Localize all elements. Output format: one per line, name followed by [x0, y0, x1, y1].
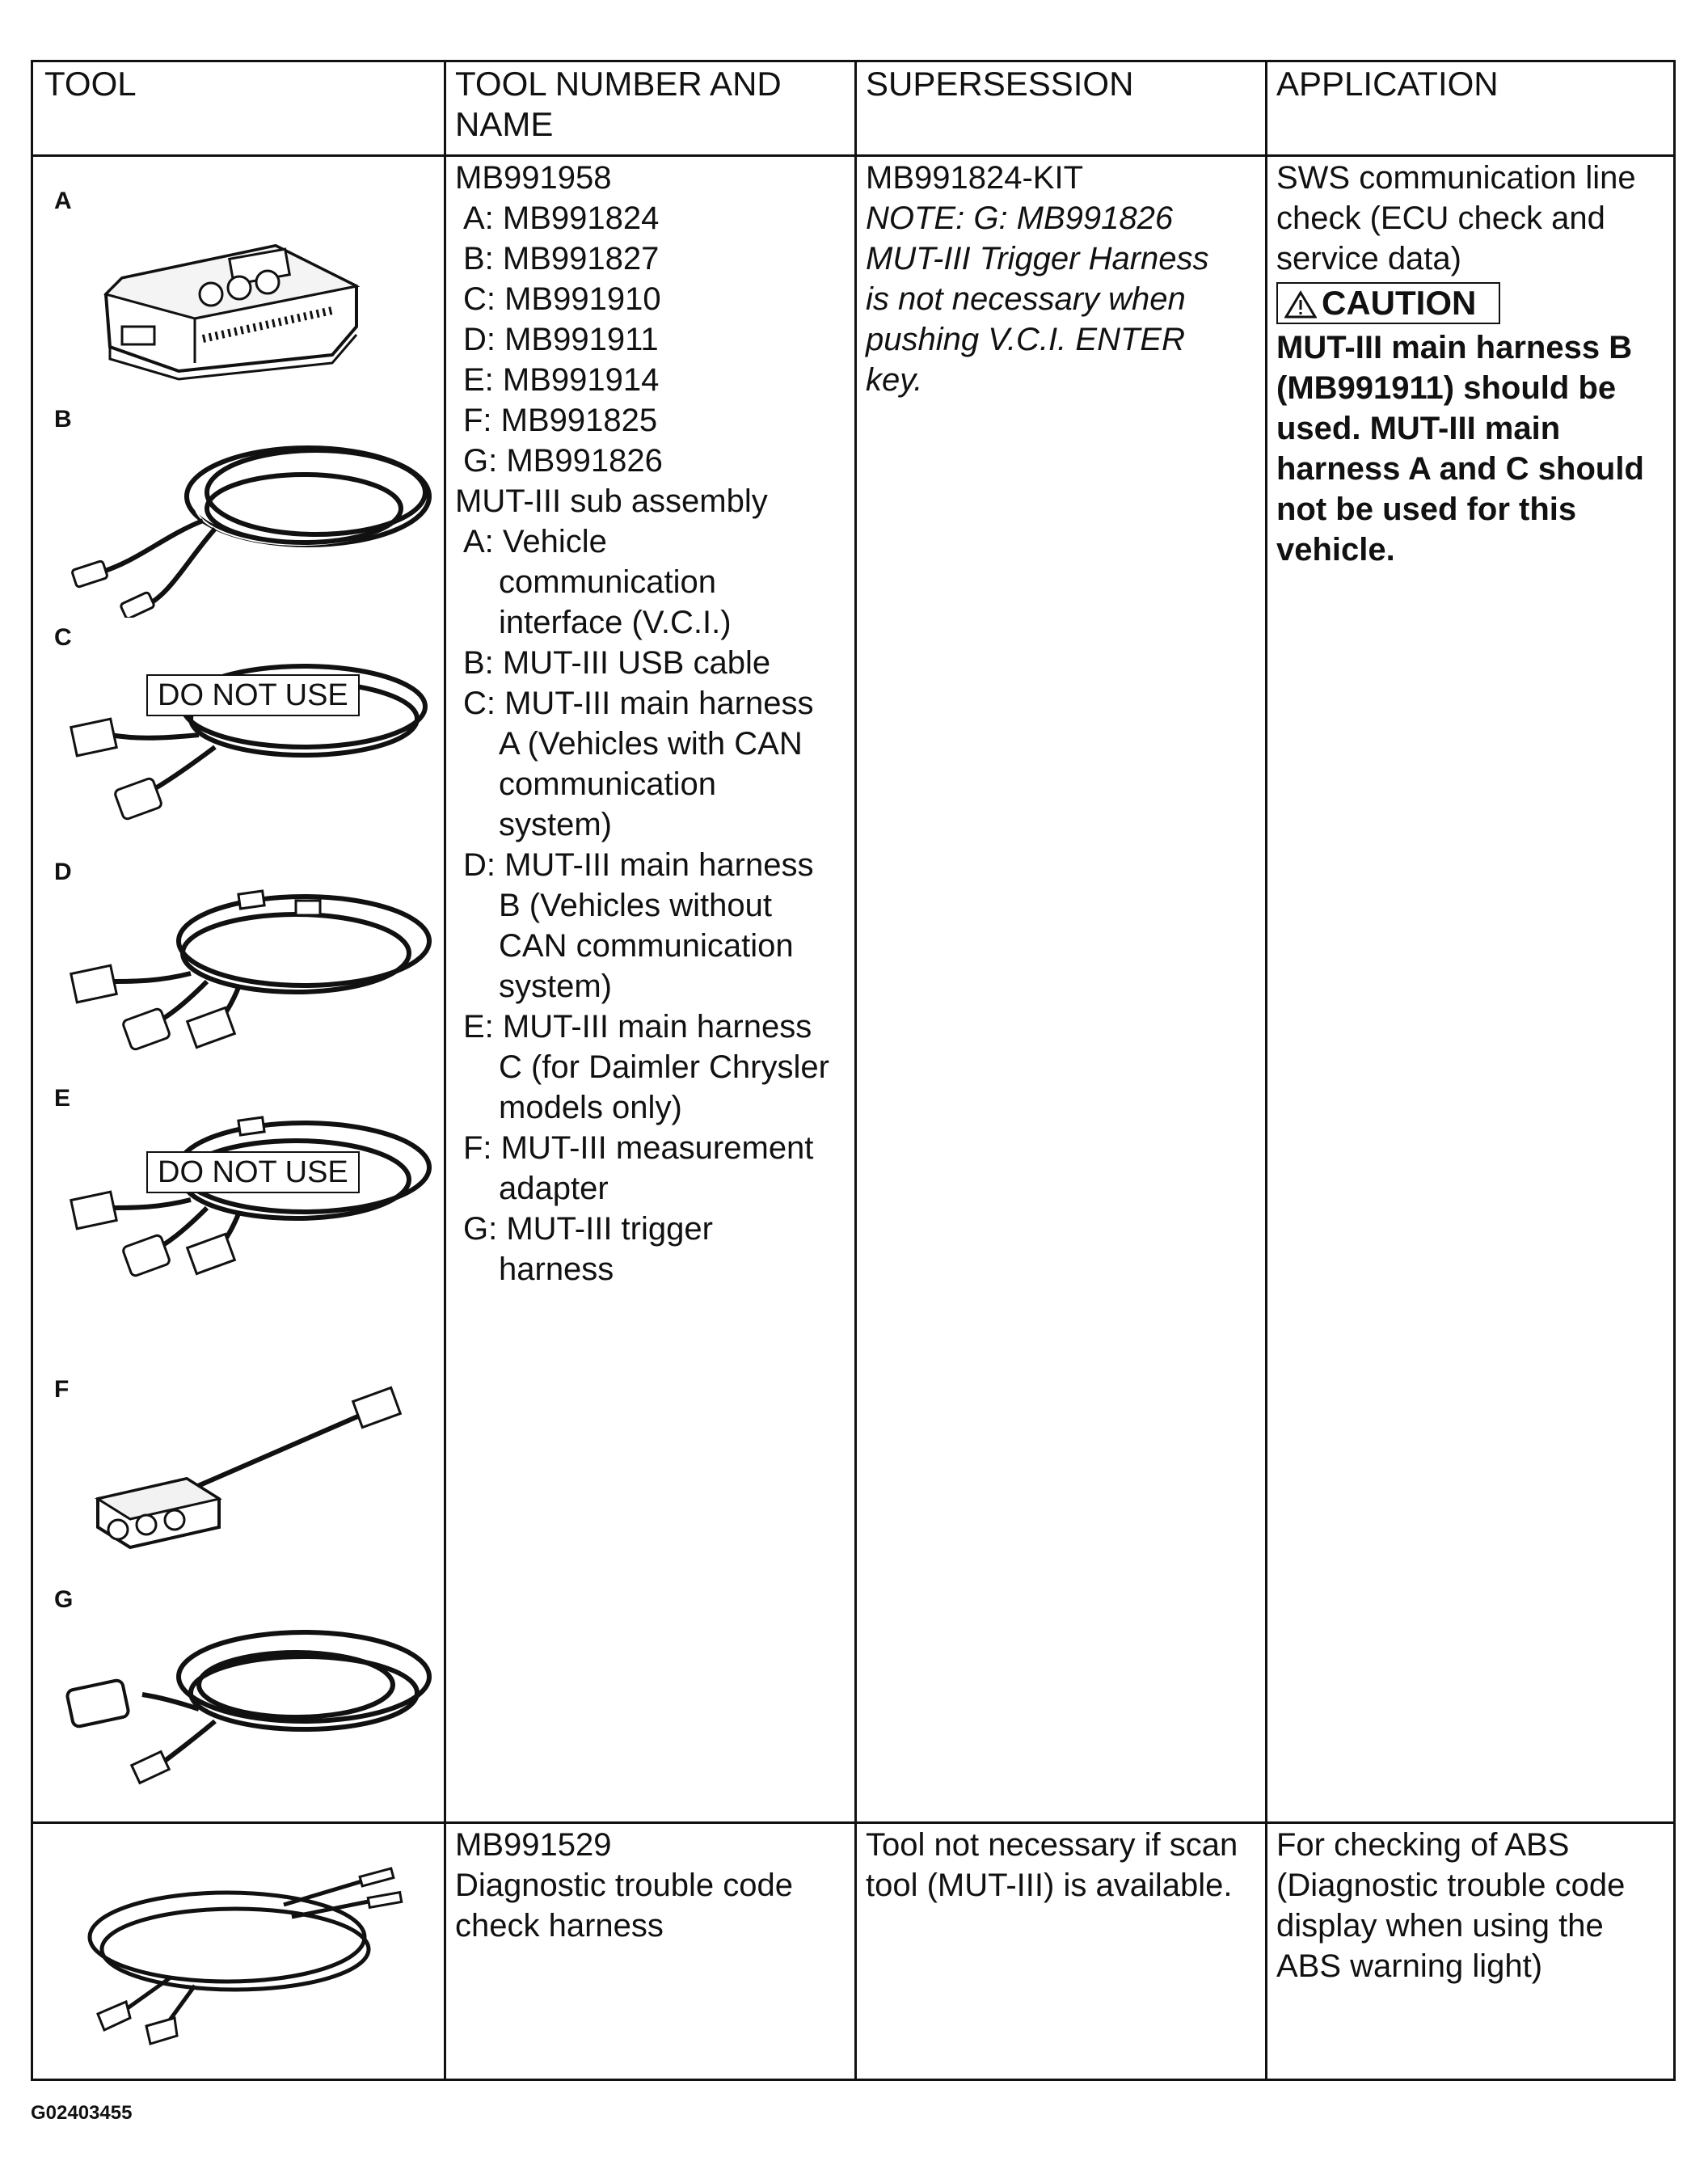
measurement-adapter-illustration — [82, 1378, 421, 1564]
tool-number-line: A: MB991824 — [463, 200, 660, 236]
tool-number-line: harness — [499, 1252, 614, 1287]
caution-line: vehicle. — [1276, 532, 1395, 568]
supersession-note-line: MUT-III Trigger Harness — [866, 241, 1209, 276]
caution-line: (MB991911) should be — [1276, 370, 1617, 406]
tool-letter-b: B — [54, 406, 72, 433]
application-line: check (ECU check and — [1276, 200, 1605, 236]
caution-line: used. MUT-III main — [1276, 411, 1561, 446]
do-not-use-label-e: DO NOT USE — [146, 1151, 360, 1193]
tool-number-line: E: MB991914 — [463, 362, 660, 398]
tool-number-line: G: MB991826 — [463, 443, 663, 479]
caution-box — [1276, 282, 1500, 324]
supersession-kit: MB991824-KIT — [866, 160, 1084, 196]
row2-tool-number-cell — [455, 1825, 851, 1946]
tool-number-line: G: MUT-III trigger — [463, 1211, 713, 1247]
tool-number-line: B: MB991827 — [463, 241, 660, 276]
supersession-note-line: NOTE: G: MB991826 — [866, 200, 1174, 236]
vci-device-illustration — [90, 205, 381, 383]
tool-letter-a: A — [54, 188, 72, 214]
application-line: For checking of ABS — [1276, 1827, 1570, 1863]
tool-number-line: MB991958 — [455, 160, 612, 196]
column-divider — [854, 62, 857, 2079]
tool-number-line: system) — [499, 969, 612, 1004]
column-divider — [444, 62, 446, 2079]
row2-tool-cell — [33, 1824, 441, 2081]
tool-number-line: communication — [499, 766, 717, 802]
tool-number-line: B (Vehicles without — [499, 888, 772, 923]
supersession-note-line: key. — [866, 362, 923, 398]
do-not-use-label-c: DO NOT USE — [146, 674, 360, 716]
row1-supersession-cell — [866, 158, 1262, 400]
row1-application-cell — [1276, 158, 1672, 570]
warning-triangle-icon — [1284, 290, 1317, 319]
supersession-note-line: pushing V.C.I. ENTER — [866, 322, 1185, 357]
tool-letter-d: D — [54, 859, 72, 885]
supersession-line: Tool not necessary if scan — [866, 1827, 1238, 1863]
tool-name-line: Diagnostic trouble code — [455, 1868, 794, 1903]
header-tool-number-line-2: NAME — [455, 105, 554, 143]
tool-number-line: C (for Daimler Chrysler — [499, 1049, 829, 1085]
application-line: ABS warning light) — [1276, 1948, 1543, 1984]
row1-tool-number-cell — [455, 158, 851, 1289]
figure-id: G02403455 — [31, 2102, 133, 2124]
main-harness-a-illustration — [61, 642, 441, 836]
tool-letter-g: G — [54, 1586, 74, 1613]
header-tool — [44, 64, 432, 104]
tool-number-line: E: MUT-III main harness — [463, 1009, 812, 1045]
tool-letter-c: C — [54, 624, 72, 651]
row1-tool-cell — [33, 157, 441, 1819]
tool-number-line: CAN communication — [499, 928, 794, 964]
supersession-line: tool (MUT-III) is available. — [866, 1868, 1233, 1903]
tool-number-line: MB991529 — [455, 1827, 612, 1863]
tool-number-line: F: MUT-III measurement — [463, 1130, 814, 1166]
usb-cable-illustration — [65, 432, 437, 618]
header-application — [1276, 64, 1664, 104]
tool-number-line: system) — [499, 807, 612, 842]
header-tool-number-and-name — [455, 64, 843, 145]
application-line: SWS communication line — [1276, 160, 1636, 196]
tool-number-line: C: MB991910 — [463, 281, 661, 317]
tool-number-line: C: MUT-III main harness — [463, 686, 814, 721]
tool-number-line: MUT-III sub assembly — [455, 483, 768, 519]
main-harness-b-illustration — [61, 868, 441, 1062]
row2-application-cell — [1276, 1825, 1672, 1986]
header-tool-number-line-1: TOOL NUMBER AND — [455, 65, 782, 103]
column-divider — [1265, 62, 1267, 2079]
tool-number-line: communication — [499, 564, 717, 600]
tool-number-line: F: MB991825 — [463, 403, 658, 438]
tool-letter-e: E — [54, 1085, 71, 1112]
application-line: display when using the — [1276, 1908, 1604, 1944]
tool-number-line: B: MUT-III USB cable — [463, 645, 771, 681]
tool-letter-f: F — [54, 1376, 70, 1403]
application-line: service data) — [1276, 241, 1461, 276]
tool-number-line: A (Vehicles with CAN — [499, 726, 803, 762]
special-tools-table — [31, 60, 1676, 2081]
caution-line: not be used for this — [1276, 492, 1577, 527]
tool-number-line: models only) — [499, 1090, 682, 1125]
header-tool-label: TOOL — [44, 65, 137, 103]
dtc-check-harness-illustration — [74, 1856, 413, 2050]
caution-line: MUT-III main harness B — [1276, 330, 1633, 365]
tool-number-line: A: Vehicle — [463, 524, 607, 559]
supersession-note-line: is not necessary when — [866, 281, 1186, 317]
tool-number-line: D: MUT-III main harness — [463, 847, 814, 883]
tool-number-line: adapter — [499, 1171, 609, 1206]
tool-name-line: check harness — [455, 1908, 664, 1944]
header-supersession — [866, 64, 1254, 104]
tool-number-line: interface (V.C.I.) — [499, 605, 732, 640]
caution-label: CAUTION — [1322, 284, 1477, 322]
application-line: (Diagnostic trouble code — [1276, 1868, 1626, 1903]
header-application-label: APPLICATION — [1276, 65, 1499, 103]
row2-supersession-cell — [866, 1825, 1262, 1906]
caution-line: harness A and C should — [1276, 451, 1644, 487]
trigger-harness-illustration — [61, 1604, 441, 1798]
header-supersession-label: SUPERSESSION — [866, 65, 1134, 103]
tool-number-line: D: MB991911 — [463, 322, 659, 357]
